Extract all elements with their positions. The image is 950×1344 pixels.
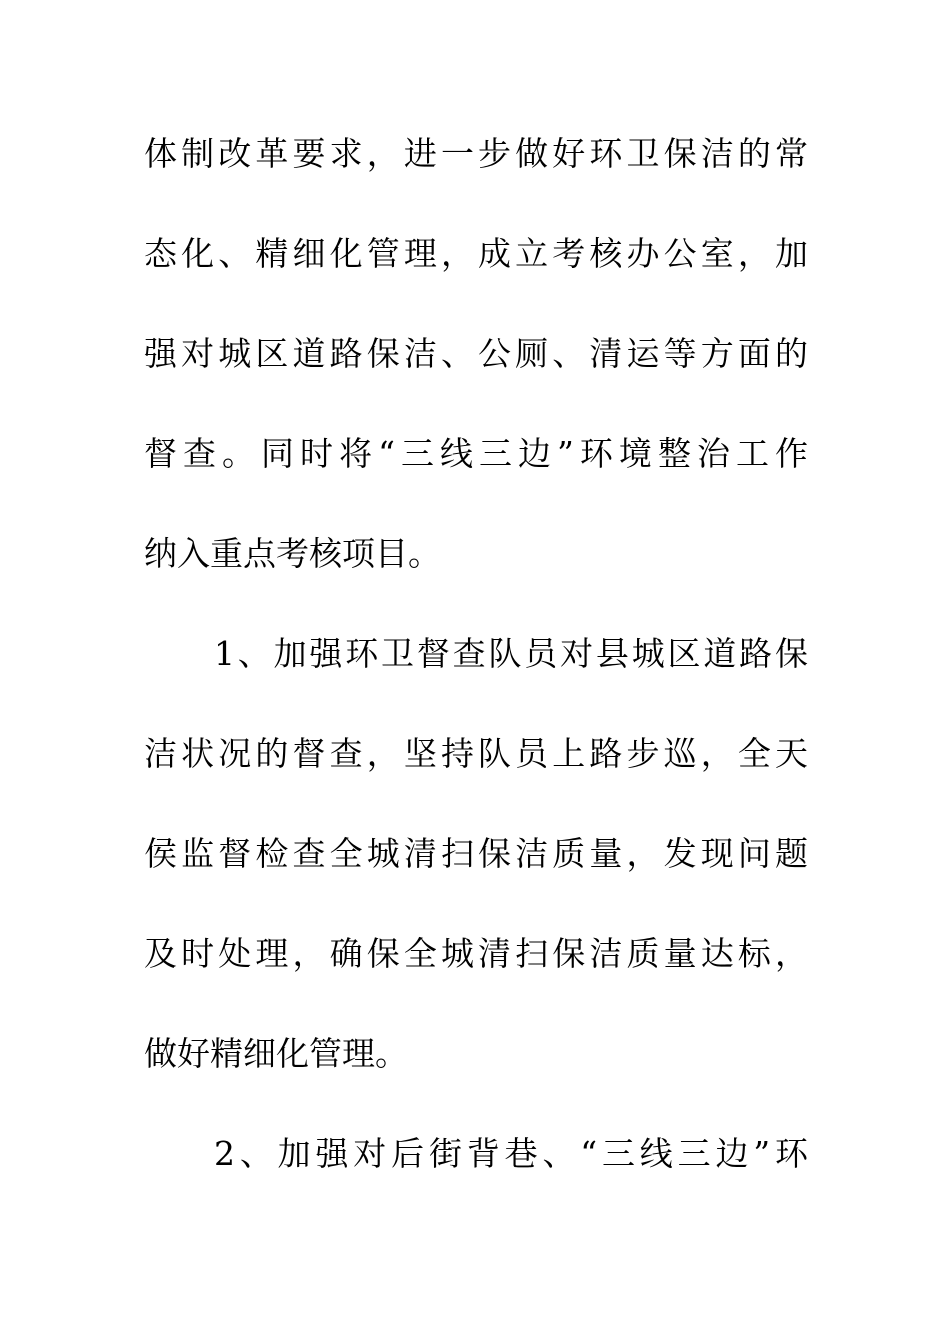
paragraph-start-line: 1、加强环卫督查队员对县城区道路保 <box>214 634 808 673</box>
text-line: 侯监督检查全城清扫保洁质量，发现问题 <box>144 834 808 873</box>
text-line: 做好精细化管理。 <box>144 1034 408 1073</box>
text-line: 督查。同时将“三线三边”环境整治工作 <box>144 434 808 473</box>
text-line: 态化、精细化管理，成立考核办公室，加 <box>144 234 808 273</box>
text-line: 纳入重点考核项目。 <box>144 534 441 573</box>
document-body <box>144 122 808 1222</box>
text-line: 体制改革要求，进一步做好环卫保洁的常 <box>144 134 808 173</box>
text-line: 及时处理，确保全城清扫保洁质量达标， <box>144 934 808 973</box>
text-line: 强对城区道路保洁、公厕、清运等方面的 <box>144 334 808 373</box>
text-line: 洁状况的督查，坚持队员上路步巡，全天 <box>144 734 808 773</box>
paragraph-start-line: 2、加强对后街背巷、“三线三边”环 <box>214 1134 808 1173</box>
